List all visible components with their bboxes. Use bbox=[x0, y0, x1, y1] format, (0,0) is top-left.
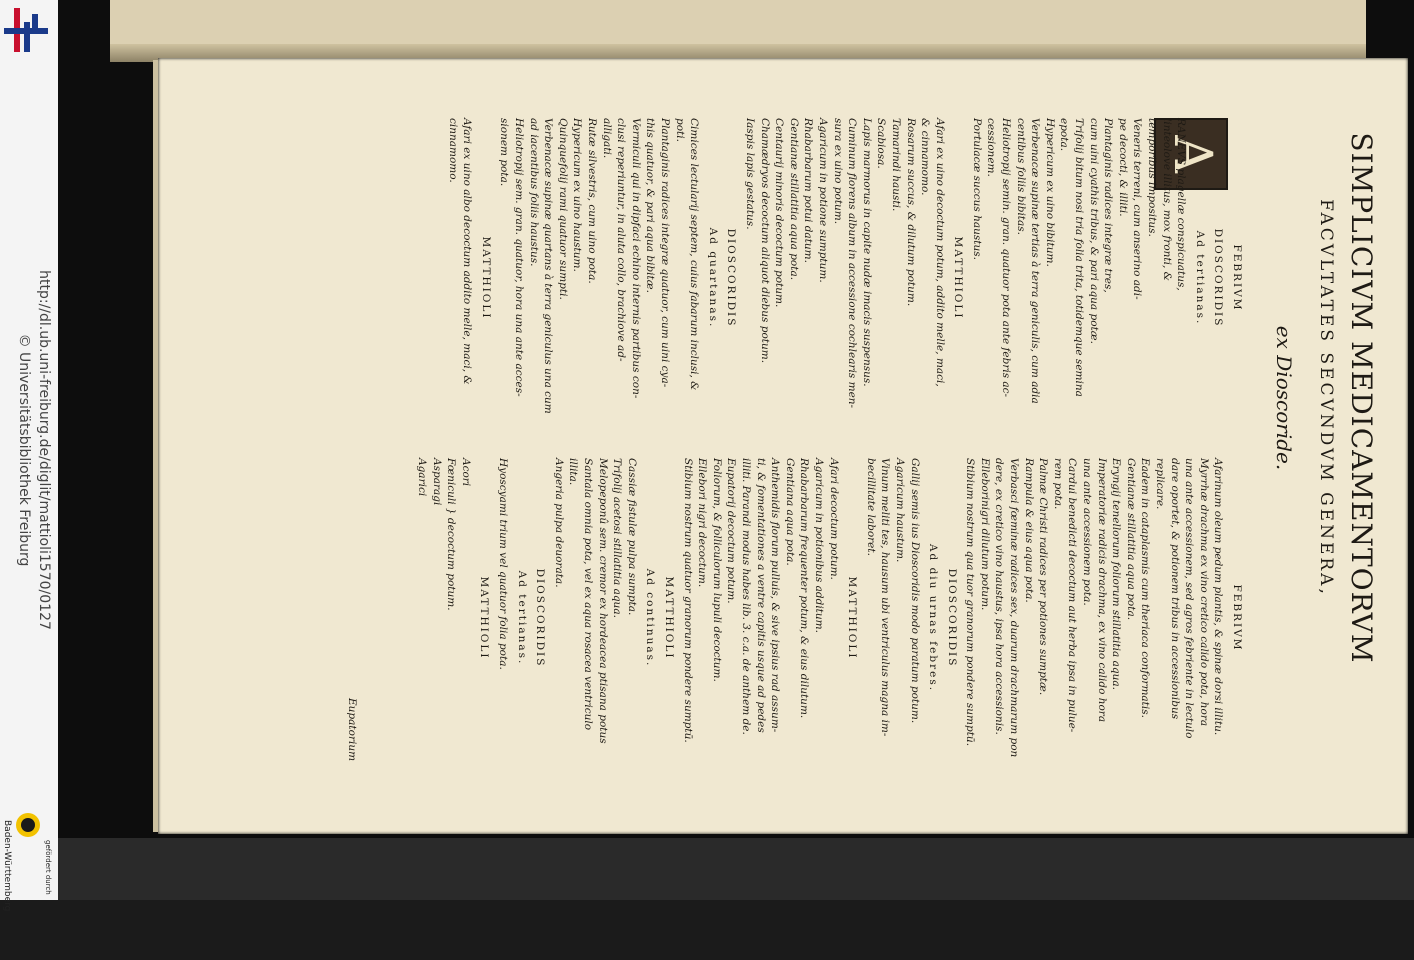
text-line: Plantaginis radices integræ quatuor, cum uini cya- bbox=[659, 118, 672, 388]
text-line: dare oportet, & potionem tribus in accessionibus bbox=[1168, 458, 1181, 720]
text-line: Gentianæ stillatitia aqua pota. bbox=[1124, 458, 1137, 621]
text-line: Hyoscyami trium vel quatuor folia pota. bbox=[497, 458, 510, 670]
catchword: Eupatorium bbox=[346, 698, 358, 762]
text-line: Palmæ Christi radices per potiones sumptæ. bbox=[1037, 458, 1050, 696]
text-line: alligati. bbox=[600, 118, 613, 159]
page-viewer[interactable] bbox=[58, 0, 1414, 900]
text-line: Imperatoriæ radicis drachma, ex vino calido hora bbox=[1095, 458, 1108, 723]
text-line: Heliotropij sem. gran. quatuor, hora una ante acces- bbox=[513, 118, 526, 397]
text-line: una ante accessionem, sed agros febriente in lectulo bbox=[1183, 458, 1196, 739]
text-line: Stibium nostrum qua tuor granorum pondere sumptū. bbox=[964, 458, 977, 747]
text-line: Chamædryos decoctum aliquot diebus potum. bbox=[758, 118, 771, 364]
right-column bbox=[415, 458, 1248, 778]
text-line: Afari ex uino albo decoctum addito melle, maci, & bbox=[461, 118, 474, 385]
text-line: cum uini cyathis tribus, & pari aqua potæ. bbox=[1087, 118, 1100, 344]
text-line: sura ex uino potum. bbox=[831, 118, 844, 225]
text-line: Agaricum in potionibus additum. bbox=[812, 458, 825, 633]
text-line: Agaricum haustum. bbox=[893, 458, 906, 563]
text-line: Santala omnia pota, vel ex aqua rosacea ventriculo bbox=[582, 458, 595, 731]
text-line: Veneris terreni, cum anserino adi- bbox=[1131, 118, 1144, 300]
section-heading: FEBRIVM bbox=[1231, 244, 1243, 312]
section-heading: MATTHIOLI bbox=[663, 576, 676, 660]
text-line: Fœniculi } decoctum potum. bbox=[445, 458, 458, 611]
text-line: Angeria pulpa deuorata. bbox=[552, 458, 565, 588]
text-line: cinnamomo. bbox=[446, 118, 459, 183]
text-line: Agarici bbox=[416, 458, 429, 497]
text-line: Trifolij acetosi stillatitia aqua. bbox=[611, 458, 624, 618]
text-line: Eryngij tenellorum foliorum stillatitia aqua. bbox=[1110, 458, 1123, 690]
text-line: Trifolij bitum nosi tria folia trita, totidemque semina bbox=[1073, 118, 1086, 397]
text-line: Portulacæ succus haustus. bbox=[970, 118, 983, 260]
text-line: Gentiana aqua pota. bbox=[783, 458, 796, 566]
section-heading: FEBRIVM bbox=[1231, 584, 1243, 652]
text-line: Plantaginis radices integræ tres, bbox=[1102, 118, 1115, 293]
section-heading: MATTHIOLI bbox=[479, 236, 492, 320]
text-line: clusi reperiuntur, in aluta collo, brachiove ad- bbox=[615, 118, 628, 362]
text-line: & cinnamomo. bbox=[919, 118, 932, 196]
text-line: sionem pota. bbox=[498, 118, 511, 187]
text-line: Hypericum ex uino haustum. bbox=[571, 118, 584, 272]
text-line: Iaspis lapis gestatus. bbox=[744, 118, 756, 230]
text-line: una ante accessionem pota. bbox=[1081, 458, 1094, 606]
text-line: Gallij semis ius Dioscoridis modo paratum potum. bbox=[908, 458, 921, 724]
text-line: ti, & fomentationes a ventre capitis usque ad pedes bbox=[754, 458, 767, 733]
text-line: Afarinum oleum pedum plantis, & spinæ dorsi illitu. bbox=[1212, 458, 1225, 736]
page-subtitle: FACVLTATES SECVNDVM GENERA, bbox=[1316, 199, 1336, 597]
text-line: cessionem. bbox=[985, 118, 998, 177]
text-line: Gentianæ stillatitia aqua pota. bbox=[787, 118, 800, 281]
text-line: epota. bbox=[1058, 118, 1071, 152]
section-heading: DIOSCORIDIS bbox=[534, 568, 547, 668]
text-line: Hypericum ex uino bibitum. bbox=[1043, 118, 1056, 267]
text-line: Eupatorij decoctum potum. bbox=[725, 458, 738, 604]
text-line: Afari ex uino decoctum potum, addito melle, maci, bbox=[933, 118, 946, 387]
section-heading: DIOSCORIDIS bbox=[1212, 228, 1225, 328]
text-line: Cimices lectularij septem, cuius fabarum inclusi, & bbox=[688, 118, 701, 391]
section-subheading: Ad continuas. bbox=[644, 568, 657, 668]
text-line: Vermiculi qui in dipfaci echino internis partibus con- bbox=[629, 118, 642, 399]
text-line: replicare. bbox=[1154, 458, 1167, 510]
text-line: Melopeponû sem. cremor ex hordeacea ptisana potus bbox=[596, 458, 609, 744]
page-text-layer bbox=[158, 58, 1408, 834]
text-line: Agaricum in potione sumptum. bbox=[816, 118, 829, 283]
credit-owner: © Universitätsbibliothek Freiburg bbox=[16, 333, 32, 567]
text-line: Verbenacæ supinæ tertias à terra geniculis, cum adia bbox=[1029, 118, 1042, 404]
viewer-bottom bbox=[58, 838, 1414, 900]
section-subheading: Ad quartanas. bbox=[706, 227, 719, 329]
text-line: Cardui benedicti decoctum aut herba ipsa in pulue- bbox=[1066, 458, 1079, 733]
book-page bbox=[158, 58, 1408, 834]
left-column bbox=[445, 118, 1248, 438]
text-line: Rhabarbarum potui datum. bbox=[802, 118, 815, 263]
text-line: poti. bbox=[673, 118, 686, 142]
text-line: Rhabarbarum frequenter potum, & eius dilutum. bbox=[798, 458, 811, 719]
text-line: centibus foliis bibitas. bbox=[1014, 118, 1027, 236]
text-line: Tamarindi hausti. bbox=[889, 118, 902, 212]
text-line: illiti. Parandi modus habes lib. 3. c.a. de anthem de. bbox=[740, 458, 752, 735]
text-line: pe decocti, & illiti. bbox=[1116, 118, 1129, 217]
text-line: Vinum meliti tes, hausum ubi ventriculus magna im- bbox=[879, 458, 892, 737]
section-subheading: Ad tertianas. bbox=[1193, 230, 1206, 326]
text-line: Foliorum, & folliculorum lupuli decoctum. bbox=[710, 458, 723, 682]
section-heading: MATTHIOLI bbox=[846, 576, 859, 660]
credit-url[interactable]: http://dl.ub.uni-freiburg.de/diglit/mattioli1570/0127 bbox=[36, 270, 52, 630]
text-line: Heliotropij semin. gran. quatuor pota ante febris ac- bbox=[1000, 118, 1013, 398]
text-line: rem pota. bbox=[1051, 458, 1064, 510]
text-line: Stibium nostrum quatuor granorum pondere sumptū. bbox=[681, 458, 694, 743]
text-line: Acori bbox=[459, 458, 472, 487]
text-line: Rampula & eius aqua pota. bbox=[1022, 458, 1035, 603]
text-line: Eadem in cataplasmis cum theriaca conformatis. bbox=[1139, 458, 1152, 718]
text-line: Cassiæ fistulæ pulpa sumpta. bbox=[625, 458, 638, 616]
text-line: Myrrhæ drachma ex vino cretico calido pota, hora bbox=[1197, 458, 1210, 727]
text-line: Elleborinigri dilutum potum. bbox=[978, 458, 991, 611]
funder-name: Baden-Württemberg bbox=[2, 820, 12, 912]
text-line: Afari decoctum potum. bbox=[827, 458, 840, 580]
text-line: Ellebori nigri decoctum. bbox=[696, 458, 709, 588]
text-line: illita. bbox=[567, 458, 580, 486]
text-line: becillitate laboret. bbox=[864, 458, 877, 556]
section-heading: MATTHIOLI bbox=[478, 576, 491, 660]
text-line: temporibus impositus. bbox=[1146, 118, 1159, 237]
section-heading: MATTHIOLI bbox=[952, 236, 965, 320]
text-line: Anthemidis florum pulluis, & sive ipsius rad assum- bbox=[769, 458, 782, 733]
text-line: linteolove illitus, mox fronti, & bbox=[1160, 118, 1173, 282]
text-line: Asparagi bbox=[430, 458, 443, 506]
text-line: Cuminum florens album in accessione cochlearis men- bbox=[846, 118, 859, 409]
text-line: Lapis marmorus in capite nudæ imacis suspensus. bbox=[860, 118, 873, 387]
viewer-sidebar bbox=[0, 0, 58, 912]
page-source: ex Dioscoride. bbox=[1272, 325, 1296, 471]
text-line: Verbenacæ supinæ quartans à terra geniculus una cum bbox=[542, 118, 555, 414]
credit-text bbox=[15, 0, 53, 900]
text-line: Rosarum succus, & dilutum potum. bbox=[904, 118, 917, 307]
page-title: SIMPLICIVM MEDICAMENTORVM bbox=[1345, 132, 1378, 664]
text-line: dere, ex cretico vino haustus, ipsa hora accessionis. bbox=[993, 458, 1006, 735]
text-line: Scabiosa. bbox=[875, 118, 888, 169]
text-line: RANEVS plagellæ conspicuatus, bbox=[1175, 118, 1188, 291]
decorated-initial: A bbox=[1154, 118, 1228, 190]
text-line: ad iacentibus foliis haustus. bbox=[527, 118, 540, 267]
text-line: Rutæ silvestris, cum uino pota. bbox=[586, 118, 599, 284]
text-line: Centaurij minoris decoctum potum. bbox=[773, 118, 786, 308]
section-heading: DIOSCORIDIS bbox=[725, 228, 738, 328]
text-line: this quatuor, & pari aqua bibitæ. bbox=[644, 118, 657, 293]
section-subheading: Ad tertianas. bbox=[515, 570, 528, 666]
section-heading: DIOSCORIDIS bbox=[945, 568, 958, 668]
section-subheading: Ad diu urnas febres. bbox=[927, 543, 940, 693]
funder-caption: gefördert durch bbox=[44, 840, 52, 895]
text-line: Verbasci fœminæ radices sex, duarum drachmarum pon bbox=[1008, 458, 1021, 758]
text-line: Quinquefolij rami quatuor sumpti. bbox=[556, 118, 569, 300]
